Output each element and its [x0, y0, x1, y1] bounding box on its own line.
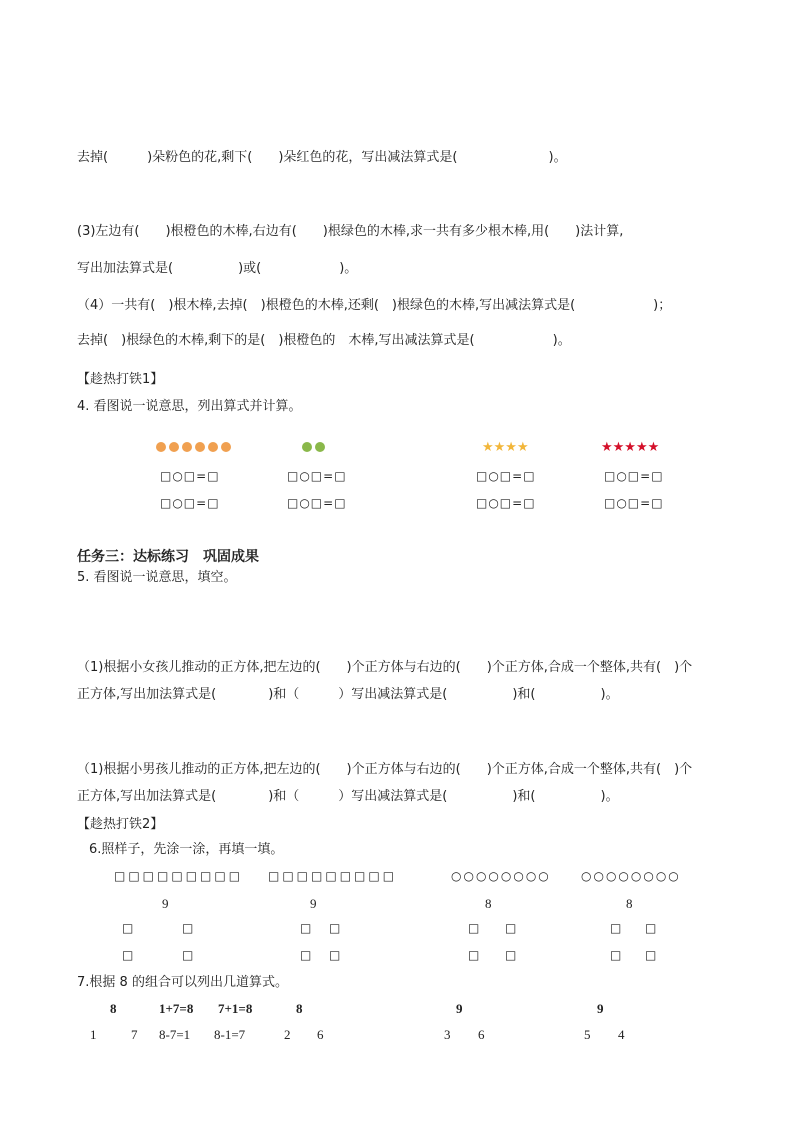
gold-stars-group: ★★★★ — [482, 440, 529, 455]
problem3-line-top: 去掉( )朵粉色的花,剩下( )朵红色的花，写出减法算式是( )。 — [77, 150, 567, 165]
circles-row[interactable]: ○○○○○○○○ — [581, 869, 681, 883]
answer-box[interactable]: □ — [505, 921, 518, 935]
dot-icon — [302, 442, 312, 452]
answer-box[interactable]: □ — [122, 948, 135, 962]
answer-box[interactable]: □ — [300, 921, 313, 935]
answer-box[interactable]: □ — [182, 921, 195, 935]
dot-icon — [208, 442, 218, 452]
q7-number: 9 — [597, 1001, 604, 1016]
problem3-part4-line1: （4）一共有( )根木棒,去掉( )根橙色的木棒,还剩( )根绿色的木棒,写出减法算式是( )； — [77, 298, 672, 313]
answer-box[interactable]: □ — [329, 921, 342, 935]
equation-blank[interactable]: □○□=□ — [287, 496, 347, 510]
squares-row[interactable]: □□□□□□□□□ — [268, 869, 398, 883]
circles-row[interactable]: ○○○○○○○○ — [451, 869, 551, 883]
dot-icon — [195, 442, 205, 452]
equation-blank[interactable]: □○□=□ — [160, 469, 220, 483]
q7-part: 6 — [317, 1027, 324, 1042]
target-number: 9 — [310, 896, 317, 911]
problem3-part3-line2: 写出加法算式是( )或( )。 — [77, 261, 358, 276]
answer-box[interactable]: □ — [122, 921, 135, 935]
red-stars-group: ★★★★★ — [601, 440, 660, 455]
q7-number: 9 — [456, 1001, 463, 1016]
green-dots-group — [302, 442, 325, 452]
squares-row[interactable]: □□□□□□□□□ — [114, 869, 244, 883]
q7-equation: 1+7=8 — [159, 1001, 194, 1016]
equation-blank[interactable]: □○□=□ — [604, 496, 664, 510]
answer-box[interactable]: □ — [645, 948, 658, 962]
q5-part1-line1: （1)根据小女孩儿推动的正方体,把左边的( )个正方体与右边的( )个正方体,合成一个整体,共有( )个 — [77, 660, 693, 675]
q6-title: 6.照样子，先涂一涂，再填一填。 — [89, 842, 284, 857]
dot-icon — [156, 442, 166, 452]
dot-icon — [221, 442, 231, 452]
warmup1-title: 4. 看图说一说意思，列出算式并计算。 — [77, 399, 302, 414]
equation-blank[interactable]: □○□=□ — [287, 469, 347, 483]
q5-part1-line2: 正方体,写出加法算式是( )和（ ）写出减法算式是( )和( )。 — [77, 687, 619, 702]
q7-part: 4 — [618, 1027, 625, 1042]
equation-blank[interactable]: □○□=□ — [160, 496, 220, 510]
target-number: 8 — [485, 896, 492, 911]
target-number: 8 — [626, 896, 633, 911]
equation-blank[interactable]: □○□=□ — [476, 496, 536, 510]
q5-part2-line1: （1)根据小男孩儿推动的正方体,把左边的( )个正方体与右边的( )个正方体,合成一个整体,共有( )个 — [77, 762, 693, 777]
q7-part: 2 — [284, 1027, 291, 1042]
q7-equation: 8-7=1 — [159, 1027, 191, 1042]
answer-box[interactable]: □ — [329, 948, 342, 962]
problem3-part3-line1: (3)左边有( )根橙色的木棒,右边有( )根绿色的木棒,求一共有多少根木棒,用( )法计算, — [77, 224, 624, 239]
answer-box[interactable]: □ — [645, 921, 658, 935]
answer-box[interactable]: □ — [505, 948, 518, 962]
q7-part: 7 — [131, 1027, 138, 1042]
equation-blank[interactable]: □○□=□ — [476, 469, 536, 483]
dot-icon — [315, 442, 325, 452]
warmup1-heading: 【趁热打铁1】 — [77, 372, 164, 387]
q5-part2-line2: 正方体,写出加法算式是( )和（ ）写出减法算式是( )和( )。 — [77, 789, 619, 804]
warmup2-heading: 【趁热打铁2】 — [77, 817, 164, 832]
answer-box[interactable]: □ — [610, 948, 623, 962]
q7-part: 5 — [584, 1027, 591, 1042]
answer-box[interactable]: □ — [610, 921, 623, 935]
q7-equation: 8-1=7 — [214, 1027, 246, 1042]
answer-box[interactable]: □ — [300, 948, 313, 962]
q7-equation: 7+1=8 — [218, 1001, 253, 1016]
q5-title: 5. 看图说一说意思，填空。 — [77, 570, 237, 585]
problem3-part4-line2: 去掉( )根绿色的木棒,剩下的是( )根橙色的 木棒,写出减法算式是( )。 — [77, 333, 571, 348]
dot-icon — [182, 442, 192, 452]
q7-part: 1 — [90, 1027, 97, 1042]
q7-number: 8 — [296, 1001, 303, 1016]
answer-box[interactable]: □ — [468, 948, 481, 962]
q7-part: 3 — [444, 1027, 451, 1042]
orange-dots-group — [156, 442, 231, 452]
q7-part: 6 — [478, 1027, 485, 1042]
q7-number: 8 — [110, 1001, 117, 1016]
answer-box[interactable]: □ — [182, 948, 195, 962]
answer-box[interactable]: □ — [468, 921, 481, 935]
equation-blank[interactable]: □○□=□ — [604, 469, 664, 483]
target-number: 9 — [162, 896, 169, 911]
dot-icon — [169, 442, 179, 452]
task3-heading: 任务三：达标练习 巩固成果 — [77, 549, 259, 565]
q7-title: 7.根据 8 的组合可以列出几道算式。 — [77, 975, 288, 990]
